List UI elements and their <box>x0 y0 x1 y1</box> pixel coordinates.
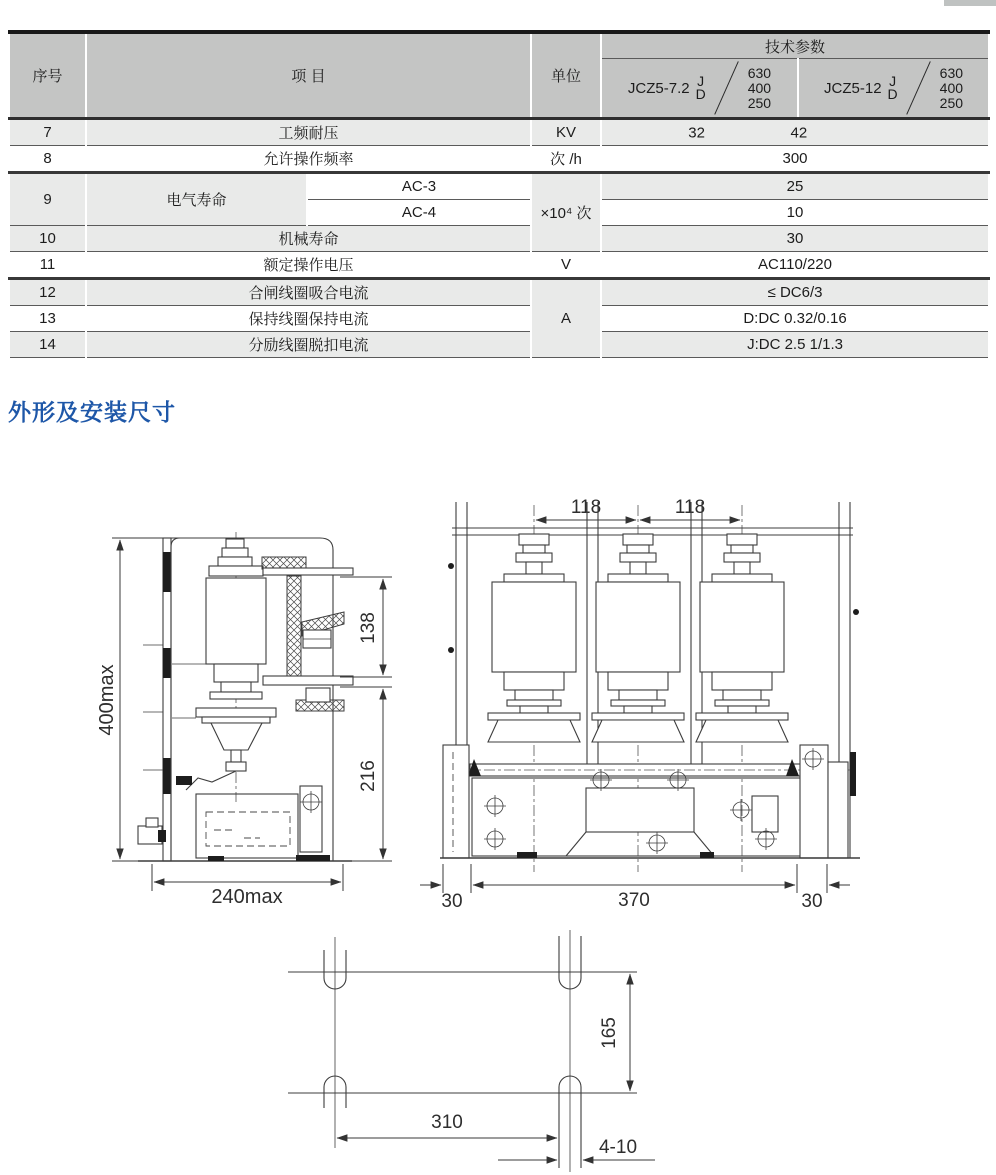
row-value: 25 <box>601 173 989 200</box>
dim-side-height: 400max <box>96 664 118 736</box>
col-header-unit: 单位 <box>531 32 601 119</box>
table-row <box>9 332 989 358</box>
current-ratings: 630 400 250 <box>939 64 964 111</box>
row-unit: V <box>531 252 601 279</box>
row-no: 13 <box>9 306 86 332</box>
dim-pole-spacing-left: 118 <box>570 497 602 518</box>
row-no: 11 <box>9 252 86 279</box>
mounting-plan-drawing <box>288 930 655 1172</box>
page-top-sliver <box>944 0 996 6</box>
row-values <box>601 119 989 146</box>
slash-divider <box>904 60 934 116</box>
dim-plan-width: 310 <box>431 1112 463 1133</box>
dim-plan-depth: 165 <box>599 1017 620 1049</box>
table-row <box>9 146 989 173</box>
row-unit: A <box>531 279 601 358</box>
table-row <box>9 279 989 306</box>
row-item: 电气寿命 <box>86 173 307 226</box>
model-name: JCZ5-12 <box>824 79 882 97</box>
section-title: 外形及安装尺寸 <box>8 399 176 425</box>
row-value: ≤ DC6/3 <box>601 279 989 306</box>
row-no: 7 <box>9 119 86 146</box>
table-row <box>9 252 989 279</box>
row-no: 10 <box>9 226 86 252</box>
model-header-jcz5-12 <box>798 59 989 119</box>
dim-base-margin-left: 30 <box>441 891 463 912</box>
row-unit: 次 /h <box>531 146 601 173</box>
dim-base-margin-right: 30 <box>801 891 823 912</box>
current-ratings: 630 400 250 <box>747 64 772 111</box>
table-row <box>9 226 989 252</box>
row-value: 10 <box>601 200 989 226</box>
coil-letters: J D <box>695 73 706 102</box>
row-value: D:DC 0.32/0.16 <box>601 306 989 332</box>
row-value: 300 <box>601 146 989 173</box>
row-unit: KV <box>531 119 601 146</box>
col-header-params: 技术参数 <box>601 32 989 59</box>
row-value: 30 <box>601 226 989 252</box>
row-item: 合闸线圈吸合电流 <box>86 279 531 306</box>
row-item: 机械寿命 <box>86 226 531 252</box>
row-no: 12 <box>9 279 86 306</box>
row-item: 额定操作电压 <box>86 252 531 279</box>
model-name: JCZ5-7.2 <box>627 79 690 97</box>
dim-plan-slots: 4-10 <box>598 1137 638 1158</box>
row-unit: ×10⁴ 次 <box>531 173 601 252</box>
col-header-no: 序号 <box>9 32 86 119</box>
row-value: J:DC 2.5 1/1.3 <box>601 332 989 358</box>
dim-pole-spacing-right: 118 <box>674 497 706 518</box>
slash-divider <box>712 60 742 116</box>
table-row <box>9 306 989 332</box>
dim-side-upper: 138 <box>358 612 379 644</box>
col-header-item: 项 目 <box>86 32 531 119</box>
row-no: 14 <box>9 332 86 358</box>
dim-side-lower: 216 <box>358 760 379 792</box>
coil-letters: J D <box>887 73 898 102</box>
row-no: 8 <box>9 146 86 173</box>
table-row <box>9 173 989 200</box>
row-value: AC110/220 <box>601 252 989 279</box>
row-subitem: AC-3 <box>307 173 531 200</box>
row-no: 9 <box>9 173 86 226</box>
row-item: 保持线圈保持电流 <box>86 306 531 332</box>
value-jcz5-12: 42 <box>790 124 808 141</box>
row-subitem: AC-4 <box>307 200 531 226</box>
table-row <box>9 119 989 146</box>
model-header-jcz5-7-2 <box>601 59 798 119</box>
dimension-drawings <box>0 430 996 1175</box>
side-view-drawing <box>96 532 392 908</box>
front-view-drawing <box>420 497 860 912</box>
row-item: 工频耐压 <box>86 119 531 146</box>
spec-table <box>8 30 990 358</box>
dim-base-width: 370 <box>618 890 650 911</box>
row-item: 允许操作频率 <box>86 146 531 173</box>
row-item: 分励线圈脱扣电流 <box>86 332 531 358</box>
value-jcz5-7-2: 32 <box>688 124 705 141</box>
dim-side-width: 240max <box>211 886 283 908</box>
